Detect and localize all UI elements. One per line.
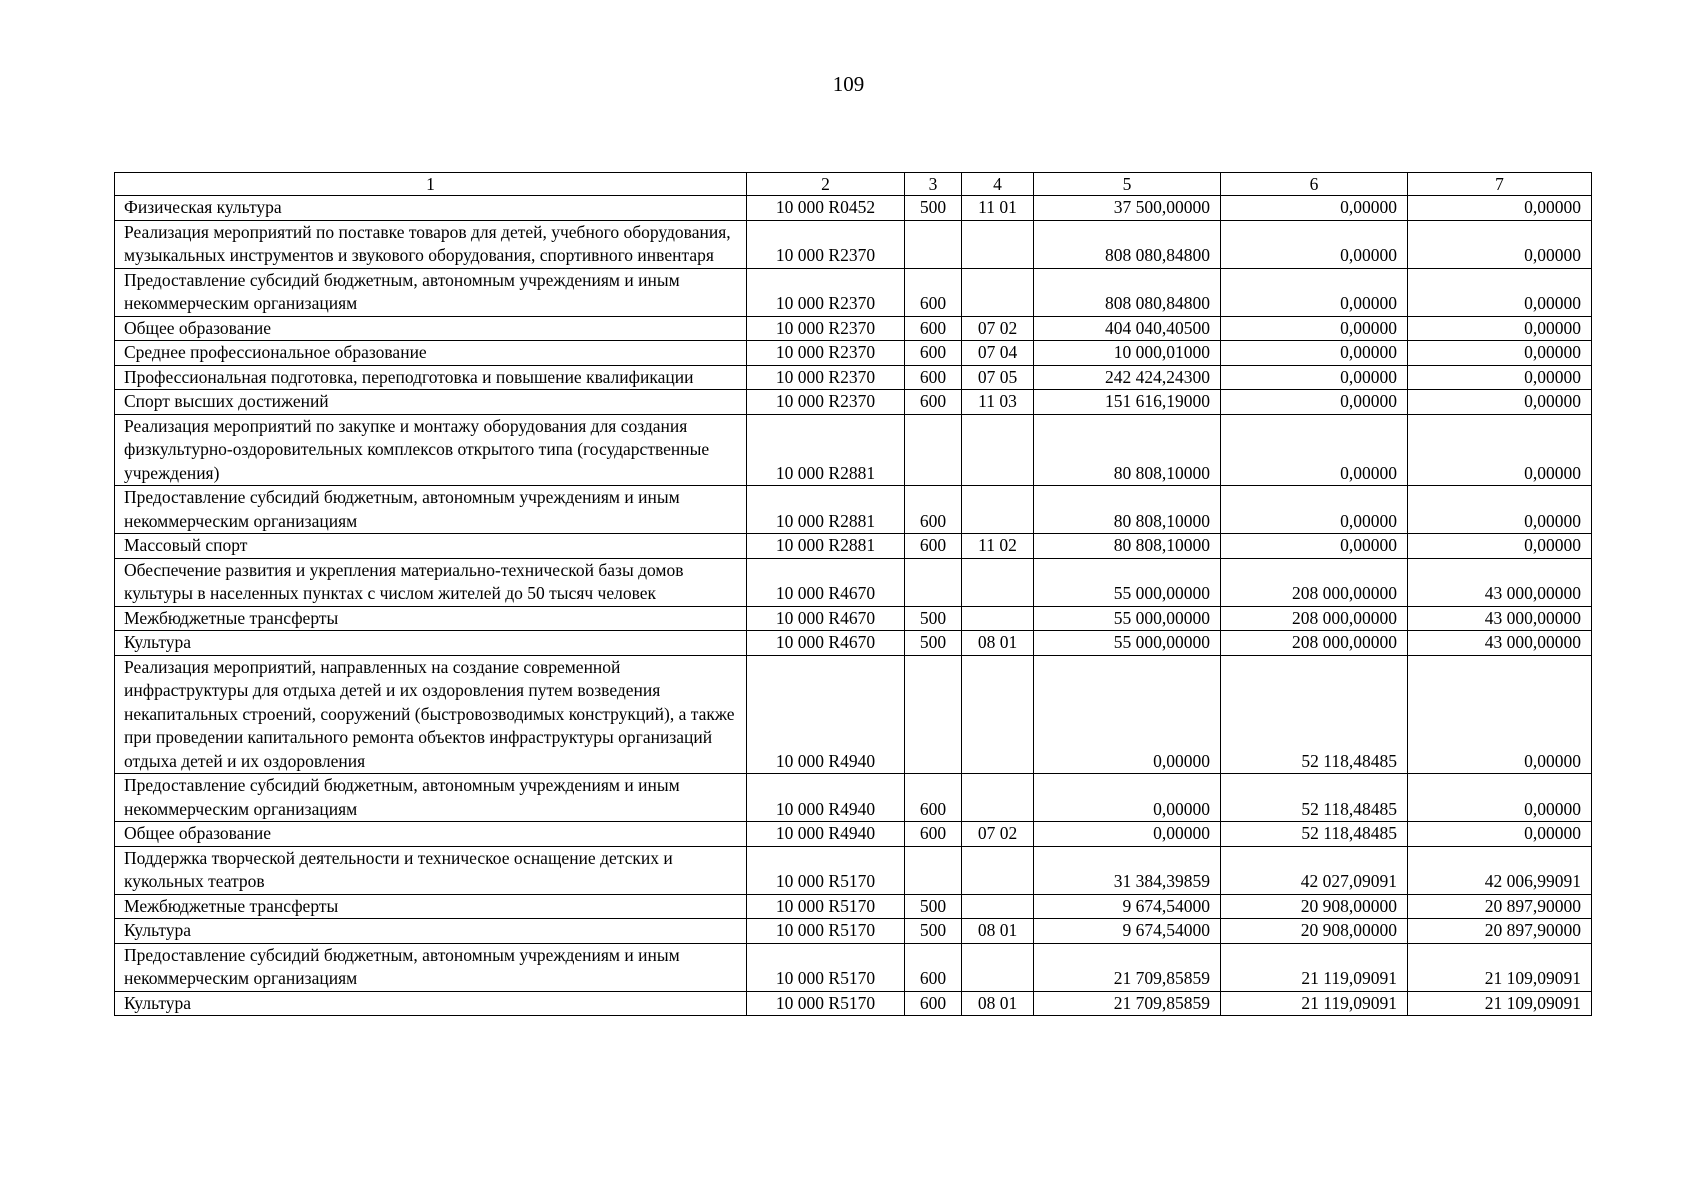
amount-1-cell: 10 000,01000 xyxy=(1034,341,1221,366)
expense-type-cell xyxy=(905,846,962,894)
table-row xyxy=(115,316,1592,341)
table-row xyxy=(115,822,1592,847)
target-article-cell: 10 000 R2370 xyxy=(747,365,905,390)
expense-type-cell: 600 xyxy=(905,991,962,1016)
amount-3-cell: 43 000,00000 xyxy=(1408,606,1592,631)
amount-1-cell: 37 500,00000 xyxy=(1034,196,1221,221)
amount-2-cell: 208 000,00000 xyxy=(1221,558,1408,606)
amount-1-cell: 9 674,54000 xyxy=(1034,894,1221,919)
row-name-cell: Профессиональная подготовка, переподготовка и повышение квалификации xyxy=(115,365,747,390)
amount-3-cell: 42 006,99091 xyxy=(1408,846,1592,894)
amount-2-cell: 0,00000 xyxy=(1221,486,1408,534)
target-article-cell: 10 000 R2370 xyxy=(747,316,905,341)
table-row xyxy=(115,414,1592,486)
table-row xyxy=(115,943,1592,991)
amount-3-cell: 0,00000 xyxy=(1408,414,1592,486)
row-name-cell: Предоставление субсидий бюджетным, автономным учреждениям и иным некоммерческим организациям xyxy=(115,486,747,534)
amount-1-cell: 808 080,84800 xyxy=(1034,220,1221,268)
row-name-cell: Культура xyxy=(115,631,747,656)
target-article-cell: 10 000 R2881 xyxy=(747,534,905,559)
row-name-cell: Среднее профессиональное образование xyxy=(115,341,747,366)
amount-2-cell: 21 119,09091 xyxy=(1221,991,1408,1016)
section-cell: 11 02 xyxy=(962,534,1034,559)
column-number: 6 xyxy=(1221,173,1408,196)
amount-2-cell: 0,00000 xyxy=(1221,220,1408,268)
row-name-cell: Массовый спорт xyxy=(115,534,747,559)
expense-type-cell xyxy=(905,655,962,774)
amount-2-cell: 0,00000 xyxy=(1221,414,1408,486)
section-cell xyxy=(962,220,1034,268)
expense-type-cell: 500 xyxy=(905,196,962,221)
amount-3-cell: 0,00000 xyxy=(1408,774,1592,822)
target-article-cell: 10 000 R2370 xyxy=(747,268,905,316)
table-row xyxy=(115,365,1592,390)
table-row xyxy=(115,846,1592,894)
amount-1-cell: 80 808,10000 xyxy=(1034,414,1221,486)
column-number: 4 xyxy=(962,173,1034,196)
section-cell: 11 01 xyxy=(962,196,1034,221)
row-name-cell: Общее образование xyxy=(115,822,747,847)
table-row xyxy=(115,631,1592,656)
amount-1-cell: 80 808,10000 xyxy=(1034,534,1221,559)
row-name-cell: Культура xyxy=(115,919,747,944)
table-row xyxy=(115,655,1592,774)
expense-type-cell: 600 xyxy=(905,943,962,991)
amount-3-cell: 0,00000 xyxy=(1408,390,1592,415)
column-number: 3 xyxy=(905,173,962,196)
expense-type-cell: 600 xyxy=(905,341,962,366)
target-article-cell: 10 000 R5170 xyxy=(747,846,905,894)
row-name-cell: Межбюджетные трансферты xyxy=(115,606,747,631)
section-cell: 11 03 xyxy=(962,390,1034,415)
amount-2-cell: 0,00000 xyxy=(1221,341,1408,366)
row-name-cell: Реализация мероприятий по закупке и монтажу оборудования для создания физкультурно-оздоровительных комплексов открытого типа (государственные учреждения) xyxy=(115,414,747,486)
amount-2-cell: 52 118,48485 xyxy=(1221,774,1408,822)
row-name-cell: Предоставление субсидий бюджетным, автономным учреждениям и иным некоммерческим организациям xyxy=(115,943,747,991)
row-name-cell: Общее образование xyxy=(115,316,747,341)
row-name-cell: Предоставление субсидий бюджетным, автономным учреждениям и иным некоммерческим организациям xyxy=(115,774,747,822)
amount-2-cell: 0,00000 xyxy=(1221,196,1408,221)
row-name-cell: Межбюджетные трансферты xyxy=(115,894,747,919)
expense-type-cell: 500 xyxy=(905,606,962,631)
section-cell: 07 04 xyxy=(962,341,1034,366)
row-name-cell: Культура xyxy=(115,991,747,1016)
section-cell xyxy=(962,414,1034,486)
section-cell xyxy=(962,606,1034,631)
target-article-cell: 10 000 R4940 xyxy=(747,774,905,822)
expense-type-cell: 600 xyxy=(905,316,962,341)
amount-1-cell: 21 709,85859 xyxy=(1034,943,1221,991)
amount-1-cell: 808 080,84800 xyxy=(1034,268,1221,316)
target-article-cell: 10 000 R2370 xyxy=(747,390,905,415)
page-number: 109 xyxy=(832,72,865,96)
amount-3-cell: 0,00000 xyxy=(1408,316,1592,341)
expense-type-cell: 600 xyxy=(905,822,962,847)
row-name-cell: Обеспечение развития и укрепления материально-технической базы домов культуры в населенных пунктах с числом жителей до 50 тысяч человек xyxy=(115,558,747,606)
amount-1-cell: 55 000,00000 xyxy=(1034,606,1221,631)
amount-3-cell: 0,00000 xyxy=(1408,822,1592,847)
amount-2-cell: 0,00000 xyxy=(1221,316,1408,341)
target-article-cell: 10 000 R5170 xyxy=(747,991,905,1016)
amount-2-cell: 0,00000 xyxy=(1221,390,1408,415)
amount-1-cell: 80 808,10000 xyxy=(1034,486,1221,534)
amount-3-cell: 0,00000 xyxy=(1408,196,1592,221)
amount-2-cell: 21 119,09091 xyxy=(1221,943,1408,991)
row-name-cell: Физическая культура xyxy=(115,196,747,221)
amount-3-cell: 21 109,09091 xyxy=(1408,991,1592,1016)
target-article-cell: 10 000 R4940 xyxy=(747,655,905,774)
section-cell xyxy=(962,846,1034,894)
target-article-cell: 10 000 R2370 xyxy=(747,341,905,366)
amount-1-cell: 0,00000 xyxy=(1034,822,1221,847)
amount-3-cell: 20 897,90000 xyxy=(1408,894,1592,919)
table-row xyxy=(115,606,1592,631)
target-article-cell: 10 000 R2881 xyxy=(747,486,905,534)
column-number: 2 xyxy=(747,173,905,196)
amount-2-cell: 42 027,09091 xyxy=(1221,846,1408,894)
target-article-cell: 10 000 R0452 xyxy=(747,196,905,221)
table-row xyxy=(115,196,1592,221)
column-number: 5 xyxy=(1034,173,1221,196)
table-row xyxy=(115,558,1592,606)
target-article-cell: 10 000 R2881 xyxy=(747,414,905,486)
target-article-cell: 10 000 R4670 xyxy=(747,606,905,631)
amount-2-cell: 0,00000 xyxy=(1221,534,1408,559)
amount-3-cell: 43 000,00000 xyxy=(1408,631,1592,656)
section-cell xyxy=(962,558,1034,606)
expense-type-cell: 600 xyxy=(905,390,962,415)
target-article-cell: 10 000 R4940 xyxy=(747,822,905,847)
amount-1-cell: 55 000,00000 xyxy=(1034,558,1221,606)
amount-1-cell: 55 000,00000 xyxy=(1034,631,1221,656)
table-row xyxy=(115,534,1592,559)
column-number: 1 xyxy=(115,173,747,196)
amount-1-cell: 404 040,40500 xyxy=(1034,316,1221,341)
expense-type-cell: 500 xyxy=(905,631,962,656)
table-row xyxy=(115,991,1592,1016)
row-name-cell: Спорт высших достижений xyxy=(115,390,747,415)
amount-3-cell: 0,00000 xyxy=(1408,220,1592,268)
section-cell: 08 01 xyxy=(962,631,1034,656)
expense-type-cell: 600 xyxy=(905,268,962,316)
section-cell: 07 02 xyxy=(962,822,1034,847)
table-row xyxy=(115,919,1592,944)
section-cell: 07 05 xyxy=(962,365,1034,390)
expense-type-cell: 600 xyxy=(905,365,962,390)
target-article-cell: 10 000 R5170 xyxy=(747,943,905,991)
row-name-cell: Реализация мероприятий, направленных на создание современной инфраструктуры для отдыха детей и их оздоровления путем возведения некапитальных строений, сооружений (быстровозводимых конструкций), а также при проведении капитального ремонта объектов инфраструктуры организаций отдыха детей и их оздоровления xyxy=(115,655,747,774)
amount-3-cell: 21 109,09091 xyxy=(1408,943,1592,991)
target-article-cell: 10 000 R4670 xyxy=(747,558,905,606)
expense-type-cell: 500 xyxy=(905,919,962,944)
amount-3-cell: 0,00000 xyxy=(1408,268,1592,316)
amount-2-cell: 52 118,48485 xyxy=(1221,822,1408,847)
budget-table xyxy=(114,172,1592,1016)
amount-1-cell: 21 709,85859 xyxy=(1034,991,1221,1016)
amount-3-cell: 0,00000 xyxy=(1408,486,1592,534)
amount-3-cell: 43 000,00000 xyxy=(1408,558,1592,606)
column-number: 7 xyxy=(1408,173,1592,196)
table-row xyxy=(115,268,1592,316)
row-name-cell: Поддержка творческой деятельности и техническое оснащение детских и кукольных театров xyxy=(115,846,747,894)
amount-1-cell: 242 424,24300 xyxy=(1034,365,1221,390)
section-cell xyxy=(962,943,1034,991)
amount-2-cell: 20 908,00000 xyxy=(1221,894,1408,919)
amount-3-cell: 20 897,90000 xyxy=(1408,919,1592,944)
table-row xyxy=(115,774,1592,822)
section-cell xyxy=(962,774,1034,822)
amount-3-cell: 0,00000 xyxy=(1408,341,1592,366)
section-cell: 08 01 xyxy=(962,991,1034,1016)
section-cell: 07 02 xyxy=(962,316,1034,341)
amount-2-cell: 0,00000 xyxy=(1221,268,1408,316)
amount-3-cell: 0,00000 xyxy=(1408,655,1592,774)
amount-2-cell: 208 000,00000 xyxy=(1221,606,1408,631)
table-row xyxy=(115,894,1592,919)
expense-type-cell xyxy=(905,220,962,268)
amount-3-cell: 0,00000 xyxy=(1408,534,1592,559)
table-row xyxy=(115,486,1592,534)
section-cell xyxy=(962,268,1034,316)
expense-type-cell: 500 xyxy=(905,894,962,919)
amount-1-cell: 151 616,19000 xyxy=(1034,390,1221,415)
amount-1-cell: 31 384,39859 xyxy=(1034,846,1221,894)
table-body xyxy=(115,196,1592,1016)
section-cell xyxy=(962,655,1034,774)
section-cell xyxy=(962,894,1034,919)
row-name-cell: Предоставление субсидий бюджетным, автономным учреждениям и иным некоммерческим организациям xyxy=(115,268,747,316)
target-article-cell: 10 000 R5170 xyxy=(747,919,905,944)
expense-type-cell xyxy=(905,558,962,606)
amount-2-cell: 20 908,00000 xyxy=(1221,919,1408,944)
expense-type-cell: 600 xyxy=(905,774,962,822)
amount-2-cell: 0,00000 xyxy=(1221,365,1408,390)
amount-2-cell: 52 118,48485 xyxy=(1221,655,1408,774)
expense-type-cell xyxy=(905,414,962,486)
amount-1-cell: 0,00000 xyxy=(1034,655,1221,774)
target-article-cell: 10 000 R2370 xyxy=(747,220,905,268)
section-cell: 08 01 xyxy=(962,919,1034,944)
row-name-cell: Реализация мероприятий по поставке товаров для детей, учебного оборудования, музыкальных инструментов и звукового оборудования, спортивного инвентаря xyxy=(115,220,747,268)
target-article-cell: 10 000 R4670 xyxy=(747,631,905,656)
section-cell xyxy=(962,486,1034,534)
amount-2-cell: 208 000,00000 xyxy=(1221,631,1408,656)
table-row xyxy=(115,220,1592,268)
expense-type-cell: 600 xyxy=(905,534,962,559)
amount-1-cell: 9 674,54000 xyxy=(1034,919,1221,944)
table-row xyxy=(115,390,1592,415)
column-number-row xyxy=(115,173,1592,196)
target-article-cell: 10 000 R5170 xyxy=(747,894,905,919)
expense-type-cell: 600 xyxy=(905,486,962,534)
amount-1-cell: 0,00000 xyxy=(1034,774,1221,822)
amount-3-cell: 0,00000 xyxy=(1408,365,1592,390)
table-row xyxy=(115,341,1592,366)
